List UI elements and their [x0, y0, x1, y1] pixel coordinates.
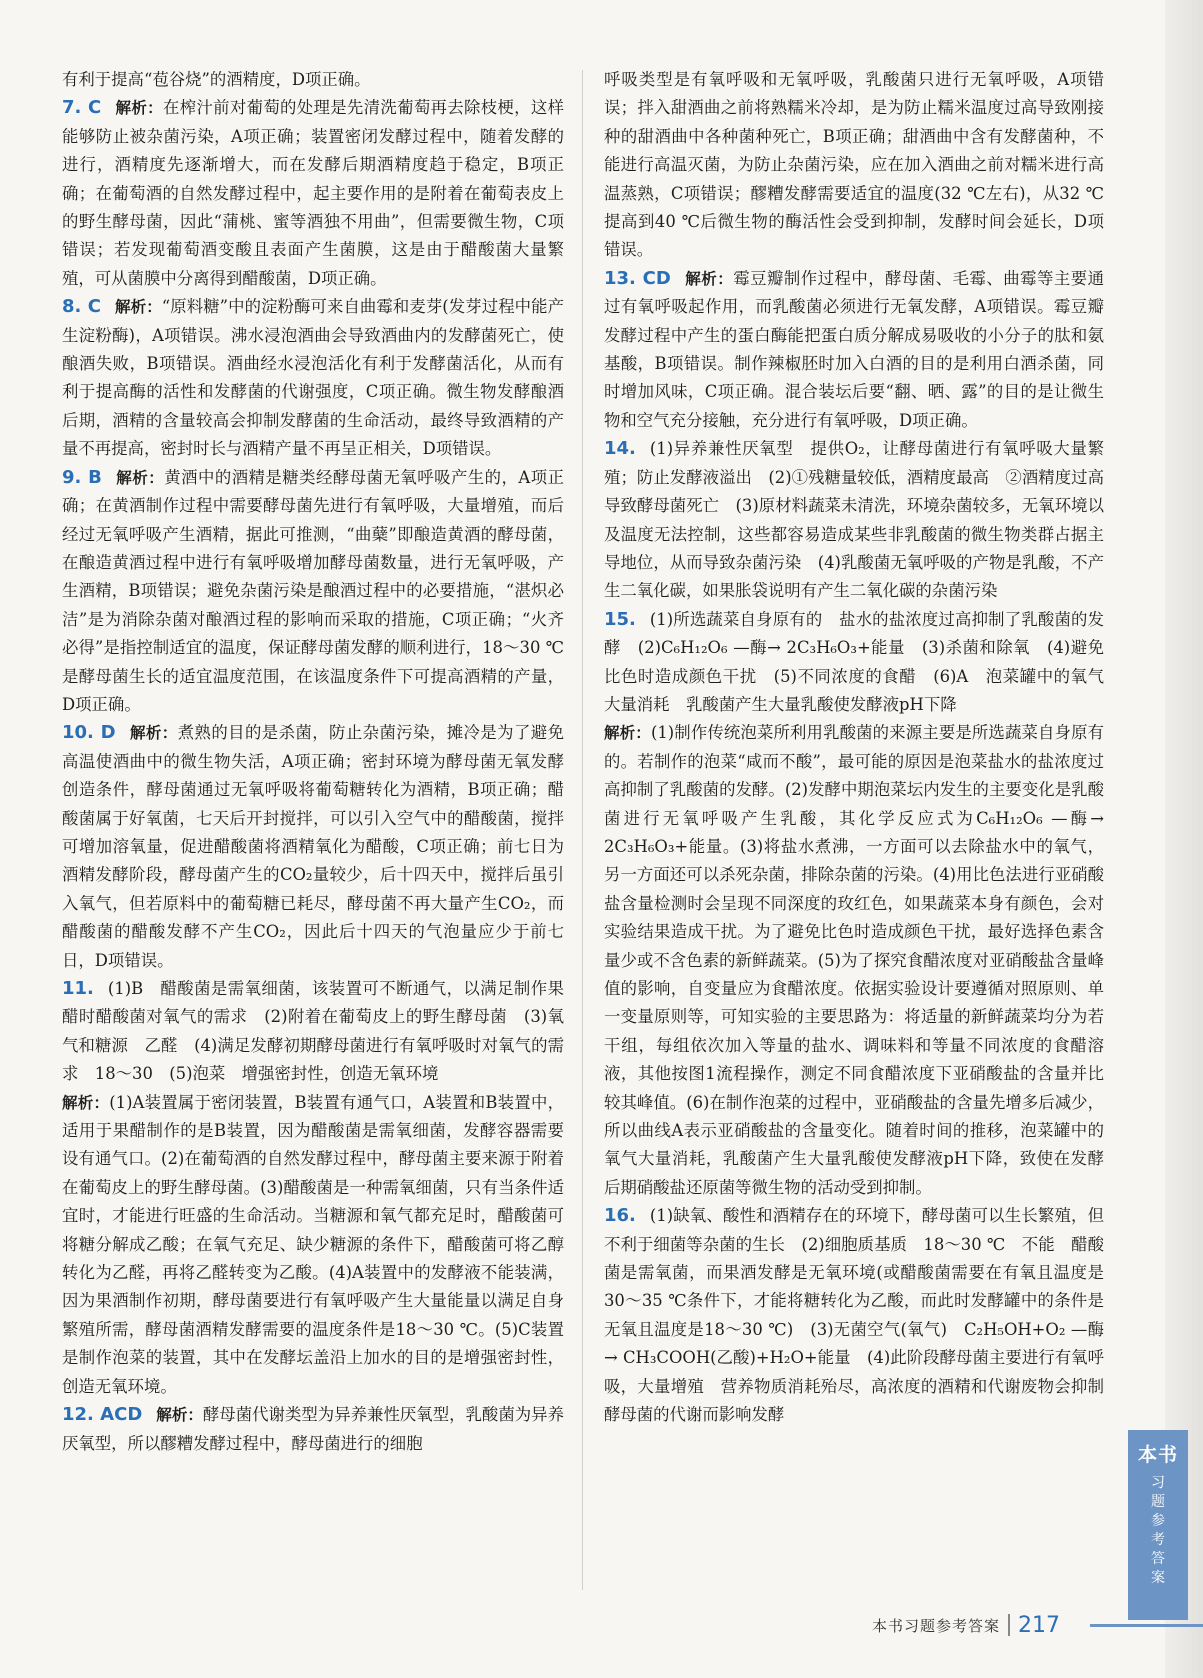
right-column: [604, 66, 1104, 1430]
answer-14: 14. (1)异养兼性厌氧型 提供O₂，让酵母菌进行有氧呼吸大量繁殖；防止发酵液溢出 (2)①残糖量较低，酒精度最高 ②酒精度过高导致酵母菌死亡 (3)原材料蔬菜未清洗，环境杂菌较多，无氧环境以及温度无法控制，这些都容易造成某些非乳酸菌的微生物类群占据主导地位，从而导致杂菌污染 (4)乳酸菌无氧呼吸的产物是乳酸，不产生二氧化碳，如果胀袋说明有产生二氧化碳的杂菌污染: [604, 438, 1104, 601]
answer-15: 15. (1)所选蔬菜自身原有的 盐水的盐浓度过高抑制了乳酸菌的发酵 (2)C₆H₁₂O₆ —酶→ 2C₃H₆O₃+能量 (3)杀菌和除氧 (4)避免比色时造成颜色干扰 (5)不同浓度的食醋 (6)A 泡菜罐中的氧气大量消耗 乳酸菌产生大量乳酸使发酵液pH下降: [604, 608, 1104, 714]
answer-8: 8. C 解析：“原料糖”中的淀粉酶可来自曲霉和麦芽(发芽过程中能产生淀粉酶)，A项错误。沸水浸泡酒曲会导致酒曲内的发酵菌死亡，使酿酒失败，B项错误。酒曲经水浸泡活化有利于发酵菌活化，从而有利于提高酶的活性和发酵菌的代谢强度，C项正确。微生物发酵酿酒后期，酒精的含量较高会抑制发酵菌的生命活动，最终导致酒精的产量不再提高，密封时长与酒精产量不再呈正相关，D项错误。: [62, 296, 565, 459]
answer-paragraph: 有利于提高“苞谷烧”的酒精度，D项正确。: [62, 70, 371, 89]
left-column: [62, 66, 564, 1458]
answer-12: 12. ACD 解析：酵母菌代谢类型为异养兼性厌氧型，乳酸菌为异养厌氧型，所以醪糟发酵过程中，酵母菌进行的细胞: [62, 1404, 564, 1453]
section-side-tab: [1128, 1430, 1188, 1620]
footer-title: 本书习题参考答案: [872, 1616, 1001, 1635]
answer-10: 10. D 解析：煮熟的目的是杀菌，防止杂菌污染，摊冷是为了避免高温使酒曲中的微生物失活，A项正确；密封环境为酵母菌无氧发酵创造条件，酵母菌通过无氧呼吸将葡萄糖转化为酒精，B项正确；醋酸菌属于好氧菌，七天后开封搅拌，可以引入空气中的醋酸菌，搅拌可增加溶氧量，促进醋酸菌将酒精氧化为醋酸，C项正确；前七日为酒精发酵阶段，酵母菌产生的CO₂量较少，后十四天中，搅拌后虽引入氧气，但若原料中的葡萄糖已耗尽，酵母菌不再大量产生CO₂，而醋酸菌的醋酸发酵不产生CO₂，因此后十四天的气泡量应少于前七日，D项错误。: [62, 722, 564, 970]
side-tab-subtitle: 习题参考答案: [1151, 1475, 1165, 1586]
side-tab-title: 本书: [1137, 1444, 1178, 1466]
footer-separator: [1008, 1614, 1010, 1636]
answer-11-analysis: 解析：(1)A装置属于密闭装置，B装置有通气口，A装置和B装置中，适用于果醋制作的是B装置，因为醋酸菌是需氧细菌，发酵容器需要设有通气口。(2)在葡萄酒的自然发酵过程中，酵母菌主要来源于附着在葡萄皮上的野生酵母菌。(3)醋酸菌是一种需氧细菌，只有当条件适宜时，才能进行旺盛的生命活动。当糖源和氧气都充足时，醋酸菌可将糖分解成乙酸；在氧气充足、缺少糖源的条件下，醋酸菌可将乙醇转化为乙醛，再将乙醛转变为乙酸。(4)A装置中的发酵液不能装满，因为果酒制作初期，酵母菌要进行有氧呼吸产生大量能量以满足自身繁殖所需，酵母菌酒精发酵需要的温度条件是18～30 ℃。(5)C装置是制作泡菜的装置，其中在发酵坛盖沿上加水的目的是增强密封性，创造无氧环境。: [62, 1092, 564, 1396]
answer-15-analysis: 解析：(1)制作传统泡菜所利用乳酸菌的来源主要是所选蔬菜自身原有的。若制作的泡菜“咸而不酸”，最可能的原因是泡菜盐水的盐浓度过高抑制了乳酸菌的发酵。(2)发酵中期泡菜坛内发生的主要变化是乳酸菌进行无氧呼吸产生乳酸，其化学反应式为C₆H₁₂O₆ —酶→ 2C₃H₆O₃+能量。(3)将盐水煮沸，一方面可以去除盐水中的氧气，另一方面还可以杀死杂菌，排除杂菌的污染。(4)用比色法进行亚硝酸盐含量检测时会呈现不同深度的玫红色，如果蔬菜本身有颜色，会对实验结果造成干扰。为了避免比色时造成颜色干扰，最好选择色素含量少或不含色素的新鲜蔬菜。(5)为了探究食醋浓度对亚硝酸盐含量峰值的影响，自变量应为食醋浓度。依据实验设计要遵循对照原则、单一变量原则等，可知实验的主要思路为：将适量的新鲜蔬菜均分为若干组，每组依次加入等量的盐水、调味料和等量不同浓度的食醋溶液，其他按图1流程操作，测定不同食醋浓度下亚硝酸盐的含量并比较其峰值。(6)在制作泡菜的过程中，亚硝酸盐的含量先增多后减少，所以曲线A表示亚硝酸盐的含量变化。随着时间的推移，泡菜罐中的氧气大量消耗，乳酸菌产生大量乳酸使发酵液pH下降，致使在发酵后期硝酸盐还原菌等微生物的活动受到抑制。: [604, 723, 1104, 1197]
page-edge: [1165, 0, 1203, 1678]
answer-12-continued: 呼吸类型是有氧呼吸和无氧呼吸，乳酸菌只进行无氧呼吸，A项错误；拌入甜酒曲之前将熟糯米冷却，是为防止糯米温度过高导致刚接种的甜酒曲中各种菌种死亡，B项正确；甜酒曲中含有发酵菌种，不能进行高温灭菌，为防止杂菌污染，应在加入酒曲之前对糯米进行高温蒸熟，C项错误；醪糟发酵需要适宜的温度(32 ℃左右)，从32 ℃提高到40 ℃后微生物的酶活性会受到抑制，发酵时间会延长，D项错误。: [604, 70, 1104, 260]
answer-16: 16. (1)缺氧、酸性和酒精存在的环境下，酵母菌可以生长繁殖，但不利于细菌等杂菌的生长 (2)细胞质基质 18～30 ℃ 不能 醋酸菌是需氧菌，而果酒发酵是无氧环境(或醋酸菌需要在有氧且温度是30～35 ℃条件下，才能将糖转化为乙酸，而此时发酵罐中的条件是无氧且温度是18～30 ℃) (3)无菌空气(氧气) C₂H₅OH+O₂ —酶→ CH₃COOH(乙酸)+H₂O+能量 (4)此阶段酵母菌主要进行有氧呼吸，大量增殖 营养物质消耗殆尽，高浓度的酒精和代谢废物会抑制酵母菌的代谢而影响发酵: [604, 1205, 1104, 1425]
answer-11: 11. (1)B 醋酸菌是需氧细菌，该装置可不断通气，以满足制作果醋时醋酸菌对氧气的需求 (2)附着在葡萄皮上的野生酵母菌 (3)氧气和糖源 乙醛 (4)满足发酵初期酵母菌进行有氧呼吸时对氧气的需求 18～30 (5)泡菜 增强密封性，创造无氧环境: [62, 978, 564, 1084]
page-footer: [872, 1608, 1060, 1642]
answer-7: 7. C 解析：在榨汁前对葡萄的处理是先清洗葡萄再去除枝梗，这样能够防止被杂菌污染，A项正确；装置密闭发酵过程中，随着发酵的进行，酒精度先逐渐增大，而在发酵后期酒精度趋于稳定，B项正确；在葡萄酒的自然发酵过程中，起主要作用的是附着在葡萄表皮上的野生酵母菌，因此“蒲桃、蜜等酒独不用曲”，但需要微生物，C项错误；若发现葡萄酒变酸且表面产生菌膜，这是由于醋酸菌大量繁殖，可从菌膜中分离得到醋酸菌，D项正确。: [62, 97, 564, 288]
column-divider: [582, 70, 583, 1590]
answer-9: 9. B 解析：黄酒中的酒精是糖类经酵母菌无氧呼吸产生的，A项正确；在黄酒制作过程中需要酵母菌先进行有氧呼吸，大量增殖，而后经过无氧呼吸产生酒精，据此可推测，“曲蘖”即酿造黄酒的酵母菌，在酿造黄酒过程中进行有氧呼吸增加酵母菌数量，进行无氧呼吸，产生酒精，B项错误；避免杂菌污染是酿酒过程中的必要措施，“湛炽必洁”是为消除杂菌对酿酒过程的影响而采取的措施，C项正确；“火齐必得”是指控制适宜的温度，保证酵母菌发酵的顺利进行，18～30 ℃是酵母菌生长的适宜温度范围，在该温度条件下可提高酒精的产量，D项正确。: [62, 466, 564, 714]
footer-accent-line: [1090, 1624, 1203, 1627]
answer-13: 13. CD 解析：霉豆瓣制作过程中，酵母菌、毛霉、曲霉等主要通过有氧呼吸起作用，而乳酸菌必须进行无氧发酵，A项错误。霉豆瓣发酵过程中产生的蛋白酶能把蛋白质分解成易吸收的小分子的肽和氨基酸，B项错误。制作辣椒胚时加入白酒的目的是利用白酒杀菌，同时增加风味，C项正确。混合装坛后要“翻、晒、露”的目的是让微生物和空气充分接触，充分进行有氧呼吸，D项正确。: [604, 267, 1104, 430]
page-number: 217: [1018, 1612, 1061, 1638]
